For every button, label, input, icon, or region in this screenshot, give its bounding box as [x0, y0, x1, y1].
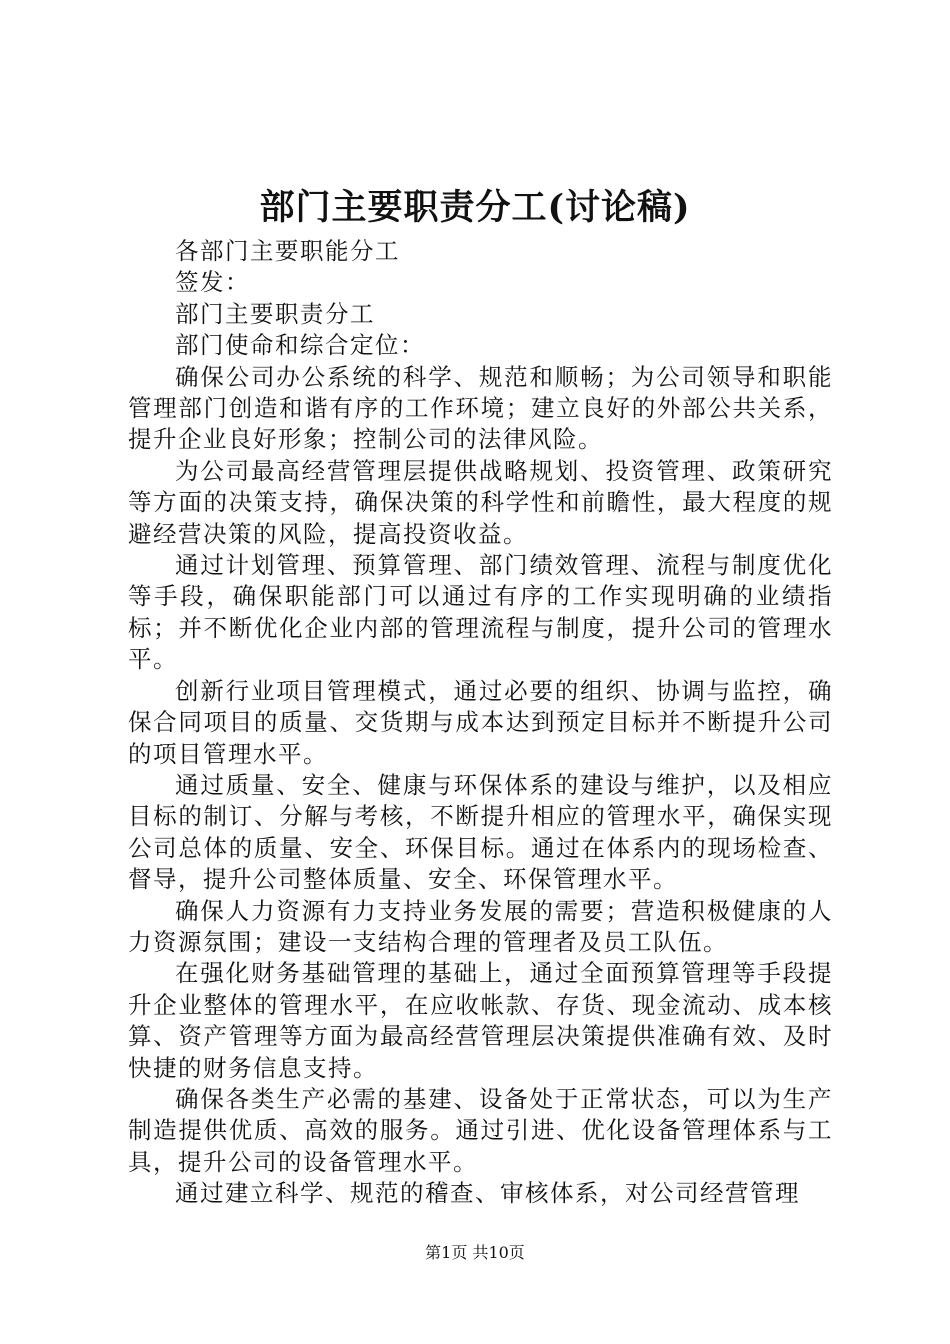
paragraph: 为公司最高经营管理层提供战略规划、投资管理、政策研究等方面的决策支持，确保决策的科学性和前瞻性，最大程度的规避经营决策的风险，提高投资收益。: [128, 456, 833, 548]
paragraph: 确保公司办公系统的科学、规范和顺畅；为公司领导和职能管理部门创造和谐有序的工作环境；建立良好的外部公共关系，提升企业良好形象；控制公司的法律风险。: [128, 362, 833, 454]
paragraph: 通过计划管理、预算管理、部门绩效管理、流程与制度优化等手段，确保职能部门可以通过有序的工作实现明确的业绩指标；并不断优化企业内部的管理流程与制度，提升公司的管理水平。: [128, 551, 833, 674]
paragraph: 部门使命和综合定位：: [175, 331, 425, 360]
paragraph: 确保人力资源有力支持业务发展的需要；营造积极健康的人力资源氛围；建设一支结构合理的管理者及员工队伍。: [128, 896, 833, 956]
paragraph: 通过质量、安全、健康与环保体系的建设与维护，以及相应目标的制订、分解与考核，不断提升相应的管理水平，确保实现公司总体的质量、安全、环保目标。通过在体系内的现场检查、督导，提升公司整体质量、安全、环保管理水平。: [128, 770, 833, 894]
paragraph: 各部门主要职能分工: [175, 237, 400, 265]
paragraph: 确保各类生产必需的基建、设备处于正常状态，可以为生产制造提供优质、高效的服务。通过引进、优化设备管理体系与工具，提升公司的设备管理水平。: [128, 1084, 833, 1176]
paragraph: 部门主要职责分工: [175, 299, 375, 328]
page-indicator: 第1页 共10页: [425, 1243, 525, 1262]
paragraph: 签发：: [175, 268, 250, 297]
paragraph: 通过建立科学、规范的稽查、审核体系，对公司经营管理: [175, 1179, 800, 1208]
document-body: [128, 236, 833, 1210]
paragraph: 创新行业项目管理模式，通过必要的组织、协调与监控，确保合同项目的质量、交货期与成本达到预定目标并不断提升公司的项目管理水平。: [128, 676, 833, 768]
document-title: 部门主要职责分工(讨论稿): [259, 187, 691, 228]
paragraph: 在强化财务基础管理的基础上，通过全面预算管理等手段提升企业整体的管理水平，在应收帐款、存货、现金流动、成本核算、资产管理等方面为最高经营管理层决策提供准确有效、及时快捷的财务信息支持。: [128, 959, 833, 1082]
page-footer: [0, 1243, 950, 1263]
